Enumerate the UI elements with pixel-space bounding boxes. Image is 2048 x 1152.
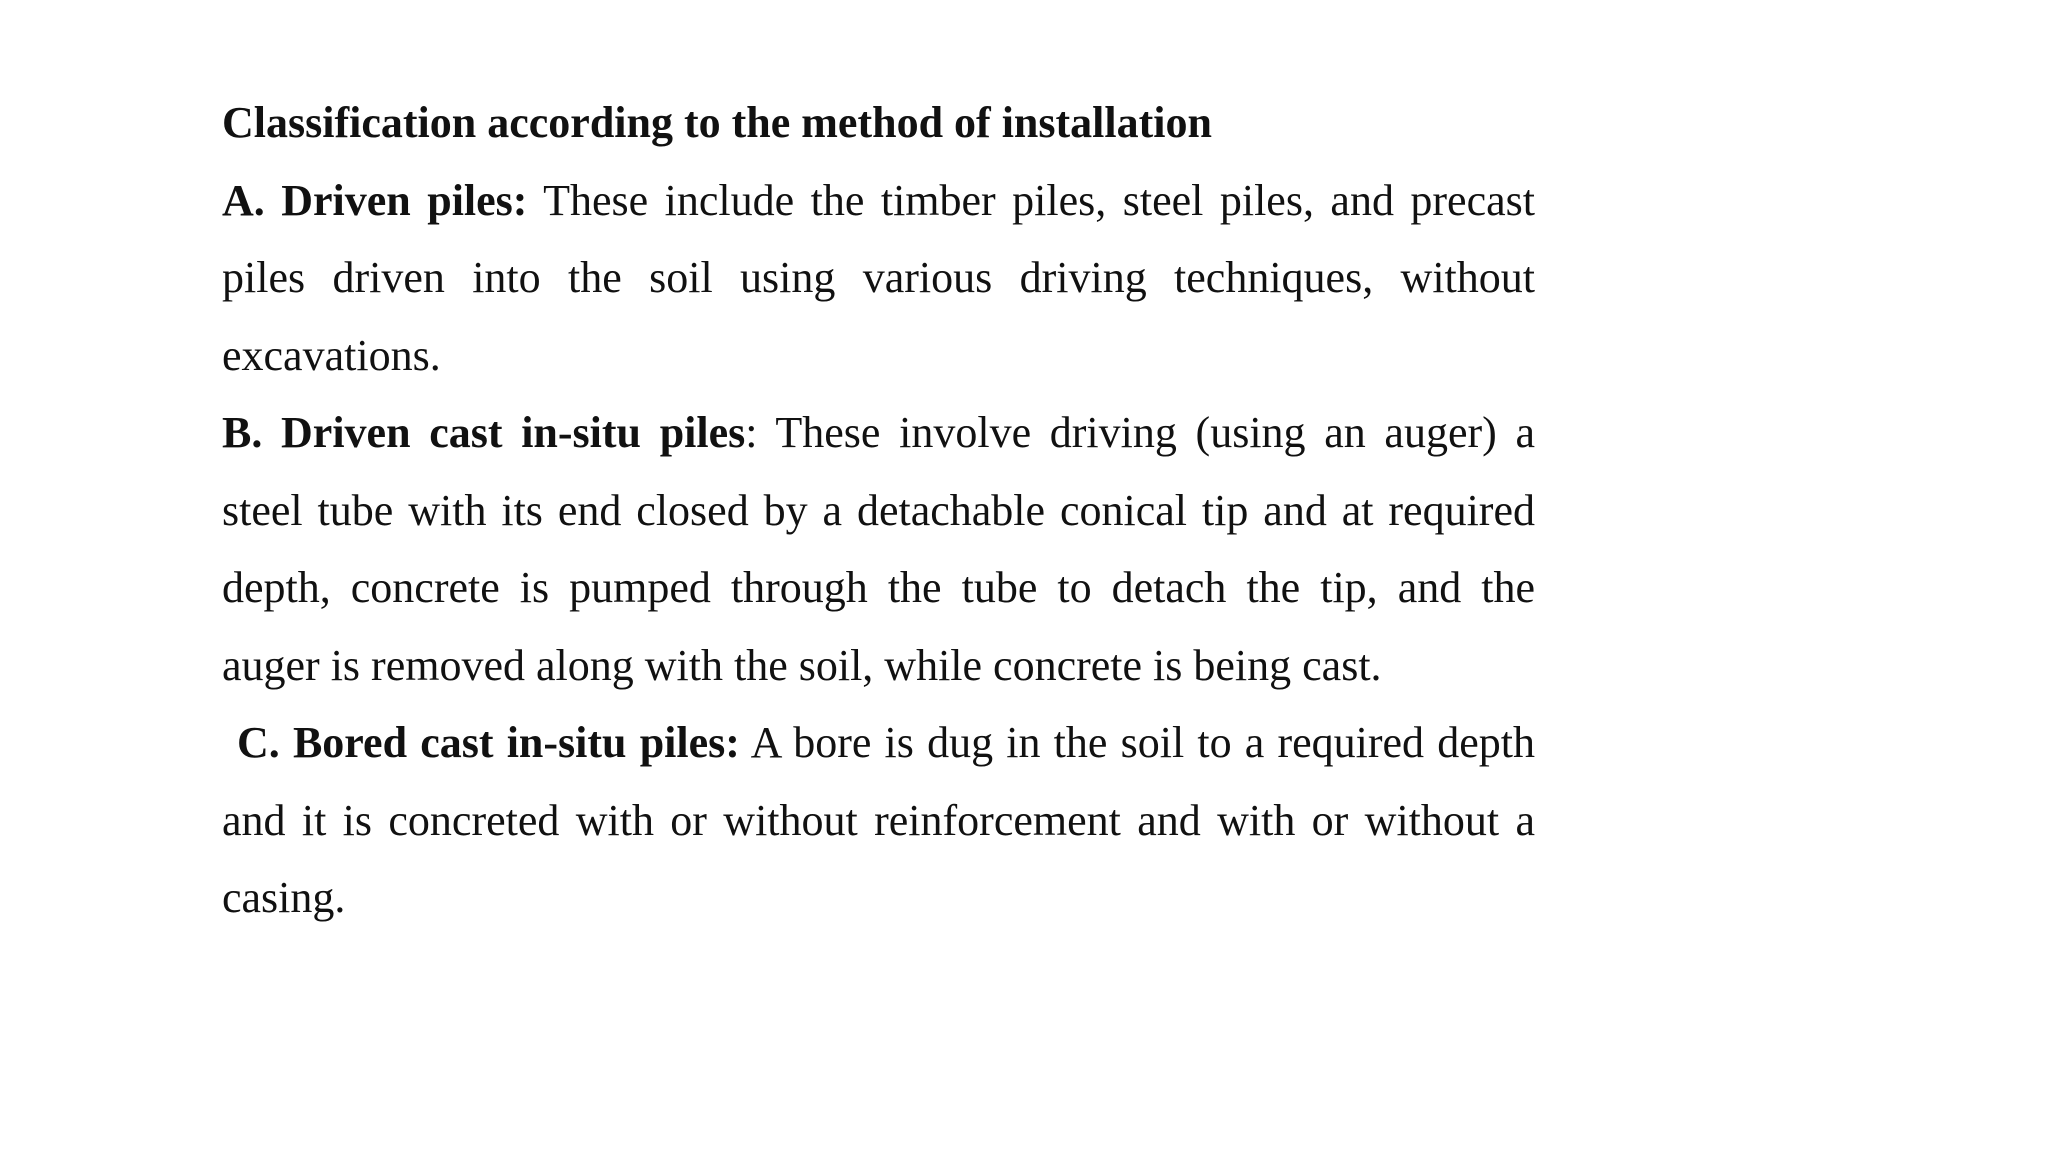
item-text: These involve driving (using an auger) a steel tube with its end closed by a detachable conical tip and at required depth, concrete is pumped through the tube to detach the tip, and the auger is removed along with the soil, while concrete is being cast. [222, 408, 1536, 690]
item-term: B. Driven cast in-situ piles [222, 408, 746, 457]
item-text: These include the timber piles, steel piles, and precast piles driven into the soil using various driving techniques, without excavations. [222, 175, 1535, 380]
list-item-bored-cast-in-situ-piles [222, 704, 1535, 937]
item-text: A bore is dug in the soil to a required depth and it is concreted with or without reinforcement and with or without a casing. [222, 718, 1535, 922]
item-term: C. Bored cast in-situ piles: [237, 718, 740, 767]
item-separator: : [745, 408, 758, 457]
text-block [222, 84, 1535, 937]
item-term: A. Driven piles: [222, 175, 528, 225]
list-item-driven-piles [222, 162, 1535, 395]
section-heading: Classification according to the method of installation [222, 98, 1212, 147]
list-item-driven-cast-in-situ-piles [222, 394, 1535, 704]
